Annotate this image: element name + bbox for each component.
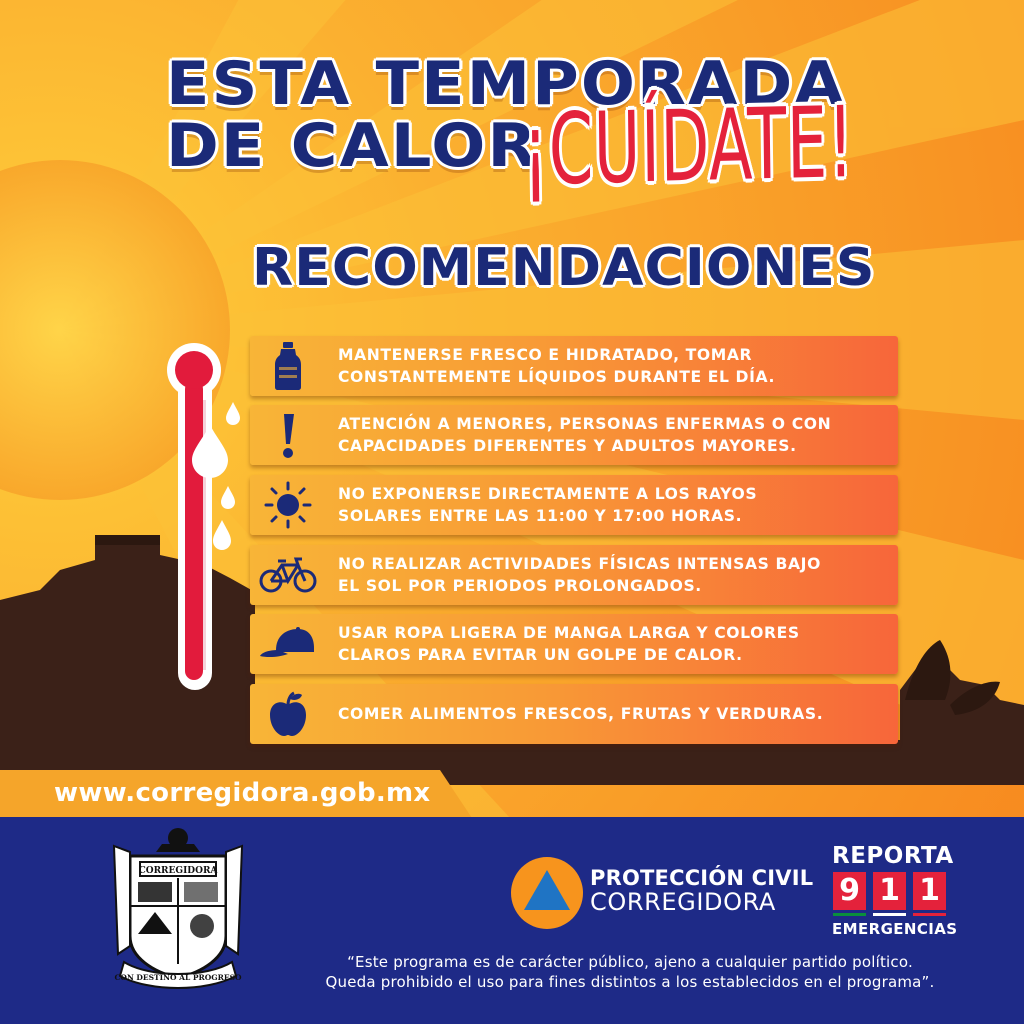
title-line-2: DE CALOR	[166, 111, 539, 181]
flag-stripe-green	[833, 913, 866, 916]
proteccion-civil-subtitle: CORREGIDORA	[590, 888, 776, 916]
section-heading: RECOMENDACIONES	[252, 238, 876, 298]
proteccion-civil-title: PROTECCIÓN CIVIL	[590, 866, 814, 890]
corregidora-seal-logo	[110, 826, 246, 992]
water-bottle-icon	[258, 341, 318, 391]
exclamation-icon	[258, 410, 318, 460]
bicycle-icon	[258, 550, 318, 600]
recommendation-text: MANTENERSE FRESCO E HIDRATADO, TOMAR CONSTANTEMENTE LÍQUIDOS DURANTE EL DÍA.	[338, 346, 775, 386]
recommendation-item	[250, 684, 898, 744]
emergency-digit: 1	[913, 872, 946, 910]
website-link[interactable]: www.corregidora.gob.mx	[54, 778, 431, 808]
proteccion-civil-logo	[510, 856, 584, 930]
recommendation-item	[250, 405, 898, 465]
disclaimer-line-1: “Este programa es de carácter público, ajeno a cualquier partido político.	[347, 953, 913, 971]
recommendation-text: USAR ROPA LIGERA DE MANGA LARGA Y COLORES CLAROS PARA EVITAR UN GOLPE DE CALOR.	[338, 624, 800, 664]
svg-text:CORREGIDORA: CORREGIDORA	[138, 866, 218, 876]
recommendation-item	[250, 336, 898, 396]
flag-stripe-white	[873, 913, 906, 916]
flag-stripe-red	[913, 913, 946, 916]
reporta-label: REPORTA	[832, 843, 954, 869]
recommendation-item	[250, 545, 898, 605]
recommendation-text: COMER ALIMENTOS FRESCOS, FRUTAS Y VERDURAS.	[338, 705, 824, 723]
recommendation-item	[250, 614, 898, 674]
title-line-1: ESTA TEMPORADA	[166, 49, 846, 119]
emergency-digit: 1	[873, 872, 906, 910]
pyramid-top	[95, 535, 160, 545]
recommendation-text: ATENCIÓN A MENORES, PERSONAS ENFERMAS O CON CAPACIDADES DIFERENTES Y ADULTOS MAYORES.	[338, 415, 832, 455]
apple-icon	[258, 689, 318, 739]
recommendation-text: NO REALIZAR ACTIVIDADES FÍSICAS INTENSAS BAJO EL SOL POR PERIODOS PROLONGADOS.	[338, 555, 821, 595]
sun-icon	[258, 480, 318, 530]
cuidate-exclaim: ¡CUÍDATE!	[521, 85, 855, 208]
disclaimer-line-2: Queda prohibido el uso para fines distintos a los establecidos en el programa”.	[325, 973, 935, 991]
recommendation-item	[250, 475, 898, 535]
cap-icon	[258, 619, 318, 669]
recommendation-text: NO EXPONERSE DIRECTAMENTE A LOS RAYOS SOLARES ENTRE LAS 11:00 Y 17:00 HORAS.	[338, 485, 758, 525]
svg-text:CON DESTINO AL PROGRESO: CON DESTINO AL PROGRESO	[114, 973, 242, 982]
emergency-digit: 9	[833, 872, 866, 910]
emergencias-label: EMERGENCIAS	[832, 920, 958, 938]
